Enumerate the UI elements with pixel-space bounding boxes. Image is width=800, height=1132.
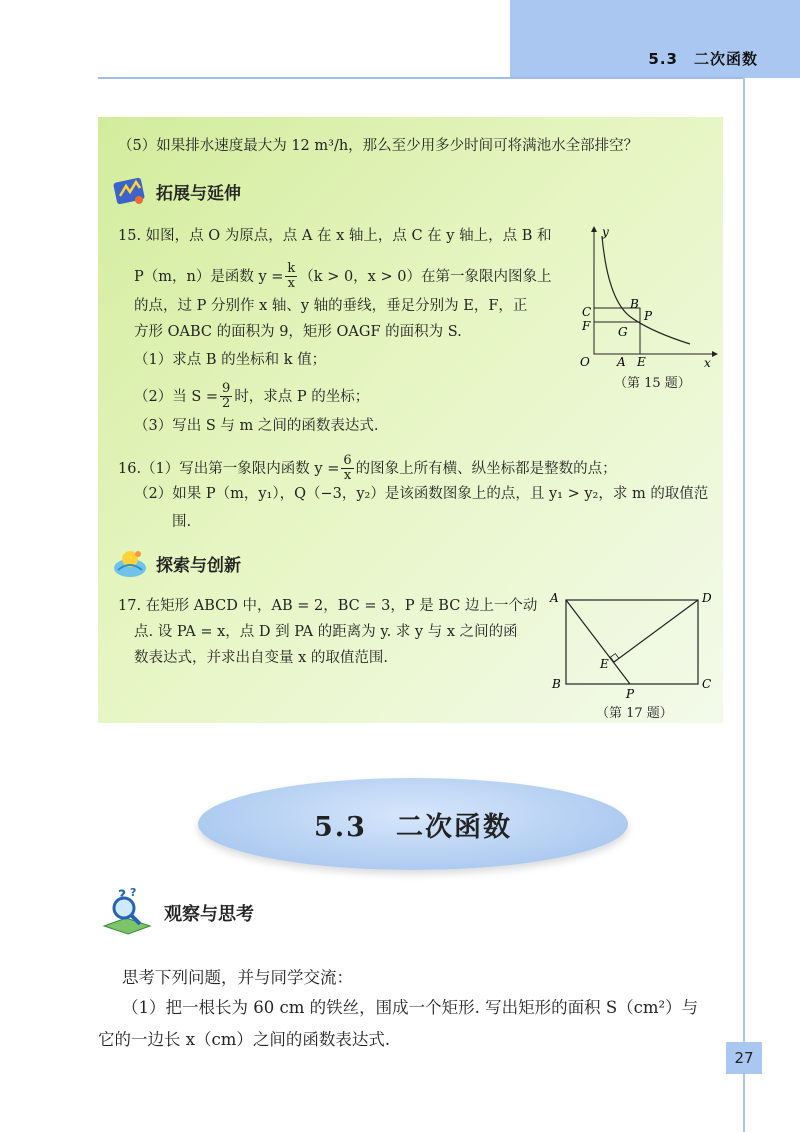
explore-heading-label: 探索与创新 [156,555,241,576]
svg-text:?: ? [130,888,137,899]
q16-line1b: 的图象上所有横、纵坐标都是整数的点； [355,460,617,477]
q15-sub1: （1）求点 B 的坐标和 k 值； [134,352,327,368]
q15-line3: 的点，过 P 分别作 x 轴、y 轴的垂线，垂足分别为 E，F，正 [134,298,528,314]
fig15-label-B: B [630,297,639,311]
observe-intro: 思考下列问题，并与同学交流： [122,968,353,987]
question-5: （5）如果排水速度最大为 12 m³/h，那么至少用多少时间可将满池水全部排空？ [118,138,639,154]
q15-line4: 方形 OABC 的面积为 9，矩形 OAGF 的面积为 S. [134,324,462,340]
side-rule [743,78,745,1132]
extend-heading [112,174,241,208]
observe-heading-label: 观察与思考 [164,904,254,925]
q15-fraction-9-over-2 [220,382,232,411]
fig17-label-A: A [550,591,559,605]
figure-15 [572,222,718,370]
fig15-label-A: A [617,355,626,369]
q17-line1: 17. 在矩形 ABCD 中，AB = 2，BC = 3，P 是 BC 边上一个动 [118,598,538,614]
fig15-label-G: G [618,325,628,339]
figure-17-caption: （第 17 题） [596,706,673,721]
q15-sub2a: （2）当 S = [134,388,219,405]
explore-heading [112,546,241,580]
header-rule [98,77,743,79]
observe-item1-line1: （1）把一根长为 60 cm 的铁丝，围成一个矩形. 写出矩形的面积 S（cm²）与 [122,998,699,1017]
extend-icon [112,174,148,208]
q15-sub2 [134,382,369,411]
q16-line3: 围. [172,514,192,530]
q16-line1a: 16.（1）写出第一象限内函数 y = [118,460,340,477]
frac-numerator: k [287,261,296,276]
fig17-label-C: C [702,677,712,691]
fig15-label-C: C [582,305,592,319]
frac-numerator: 6 [343,453,352,468]
q15-fraction-k-over-x [285,262,297,291]
observe-item1-line2: 它的一边长 x（cm）之间的函数表达式. [98,1030,391,1049]
fig15-label-y: y [602,225,609,239]
q15-sub3: （3）写出 S 与 m 之间的函数表达式. [134,418,379,434]
fig15-label-P: P [644,309,653,323]
explore-icon [112,546,148,580]
figure-15-caption: （第 15 题） [614,376,691,391]
q15-line2 [134,262,551,291]
q15-line1: 15. 如图，点 O 为原点，点 A 在 x 轴上，点 C 在 y 轴上，点 B 和 [118,228,552,244]
q17-line3: 数表达式，并求出自变量 x 的取值范围. [134,650,389,666]
fig15-label-F: F [582,319,591,333]
fig15-label-E: E [637,355,646,369]
q16-line1 [118,454,617,483]
fig15-label-x: x [704,356,711,370]
frac-numerator: 9 [222,381,231,396]
fig17-label-E: E [600,657,609,671]
frac-denominator: x [343,468,352,483]
q17-line2: 点. 设 PA = x，点 D 到 PA 的距离为 y. 求 y 与 x 之间的函 [134,624,518,640]
frac-denominator: x [287,276,296,291]
q16-line2: （2）如果 P（m，y₁），Q（−3，y₂）是该函数图象上的点，且 y₁ > y₂，求 m 的取值范 [134,486,709,502]
fig15-label-O: O [580,355,590,369]
section-title: 5.3 二次函数 [314,811,512,843]
q15-line2b: （k > 0，x > 0）在第一象限内图象上 [299,268,552,285]
q15-sub2b: 时，求点 P 的坐标； [234,388,370,405]
q16-fraction-6-over-x [341,454,353,483]
fig17-label-D: D [702,591,712,605]
extend-heading-label: 拓展与延伸 [156,183,241,204]
magnifier-book-icon [100,888,156,938]
figure-17 [548,588,716,700]
observe-heading [100,888,254,938]
fig17-label-B: B [552,677,561,691]
frac-denominator: 2 [222,396,231,411]
q15-line2a: P（m，n）是函数 y = [134,268,284,285]
svg-text:?: ? [118,888,127,904]
section-title-oval [198,778,628,870]
fig17-label-P: P [626,687,635,700]
header-section-title: 5.3 二次函数 [648,50,758,68]
page-number: 27 [726,1042,762,1074]
